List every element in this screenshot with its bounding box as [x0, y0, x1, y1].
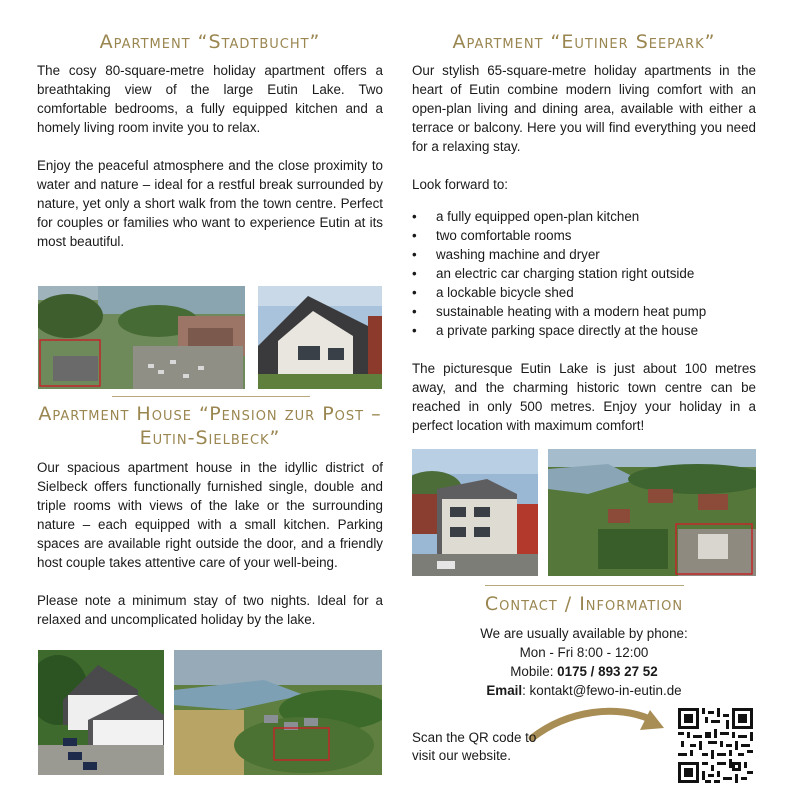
office-hours: Mon - Fri 8:00 - 12:00 — [519, 645, 649, 660]
aerial-lake-photo — [38, 286, 245, 389]
mobile-number[interactable]: 0175 / 893 27 52 — [557, 664, 658, 679]
section-contact — [412, 592, 756, 700]
aerial-seepark-photo — [548, 449, 756, 576]
intro-text: Look forward to: — [412, 177, 509, 192]
aerial-sielbeck-photo — [174, 650, 382, 775]
feature-list — [412, 207, 756, 340]
email-label: Email — [486, 683, 523, 698]
paragraph: The picturesque Eutin Lake is just about 100 metres away, and the charming historic town centre can be reached in only 500 metres. Enjoy your holiday in a perfect location with maximum comfort! — [412, 361, 756, 433]
email-address[interactable]: : kontakt@fewo-in-eutin.de — [522, 683, 682, 698]
list-item: • two comfortable rooms — [412, 226, 756, 245]
qr-caption: Scan the QR code to visit our website. — [412, 730, 537, 763]
paragraph: The cosy 80-square-metre holiday apartment offers a breathtaking view of the large Eutin Lake. Two comfortable bedrooms, a fully equipped kitchen and a homely living room invite you to relax. — [37, 63, 383, 135]
section-title: Contact / Information — [484, 593, 684, 615]
divider — [485, 585, 684, 586]
section-seepark — [412, 30, 756, 435]
section-title: Apartment House “Pension zur Post – Eutin-Sielbeck” — [38, 403, 382, 449]
email-line — [412, 681, 756, 700]
contact-details — [412, 624, 756, 700]
list-item: • a fully equipped open-plan kitchen — [412, 207, 756, 226]
modern-building-photo — [412, 449, 538, 576]
qr-code-icon[interactable] — [678, 708, 753, 783]
paragraph: Our spacious apartment house in the idyllic district of Sielbeck offers functionally furnished single, double and triple rooms with views of the lake or the surrounding nature – each equipped with a small kitchen. Parking spaces are available right outside the door, and a friendly host couple takes attentive care of your well-being. — [37, 460, 383, 570]
list-item: • an electric car charging station right outside — [412, 264, 756, 283]
section-pension — [37, 402, 383, 629]
section-title: Apartment “Stadtbucht” — [99, 31, 321, 53]
paragraph: Please note a minimum stay of two nights. Ideal for a relaxed and uncomplicated holiday by the lake. — [37, 593, 383, 627]
divider — [112, 396, 310, 397]
paragraph: Enjoy the peaceful atmosphere and the close proximity to water and nature – ideal for a restful break surrounded by nature, yet only a short walk from the town centre. Perfect for couples or families who want to experience Eutin at its most beautiful. — [37, 158, 383, 249]
pension-house-photo — [38, 650, 164, 775]
list-item: • washing machine and dryer — [412, 245, 756, 264]
availability-text: We are usually available by phone: — [480, 626, 688, 641]
mobile-label: Mobile: — [510, 664, 558, 679]
mobile-line — [412, 662, 756, 681]
section-title: Apartment “Eutiner Seepark” — [452, 31, 716, 53]
house-photo — [258, 286, 382, 389]
list-item: • a lockable bicycle shed — [412, 283, 756, 302]
list-item: • sustainable heating with a modern heat pump — [412, 302, 756, 321]
list-item: • a private parking space directly at the house — [412, 321, 756, 340]
section-stadtbucht — [37, 30, 383, 251]
paragraph: Our stylish 65-square-metre holiday apartments in the heart of Eutin combine modern living comfort with an open-plan living and dining area, available with either a terrace or balcony. Here you will find everything you need for a relaxing stay. — [412, 63, 756, 154]
